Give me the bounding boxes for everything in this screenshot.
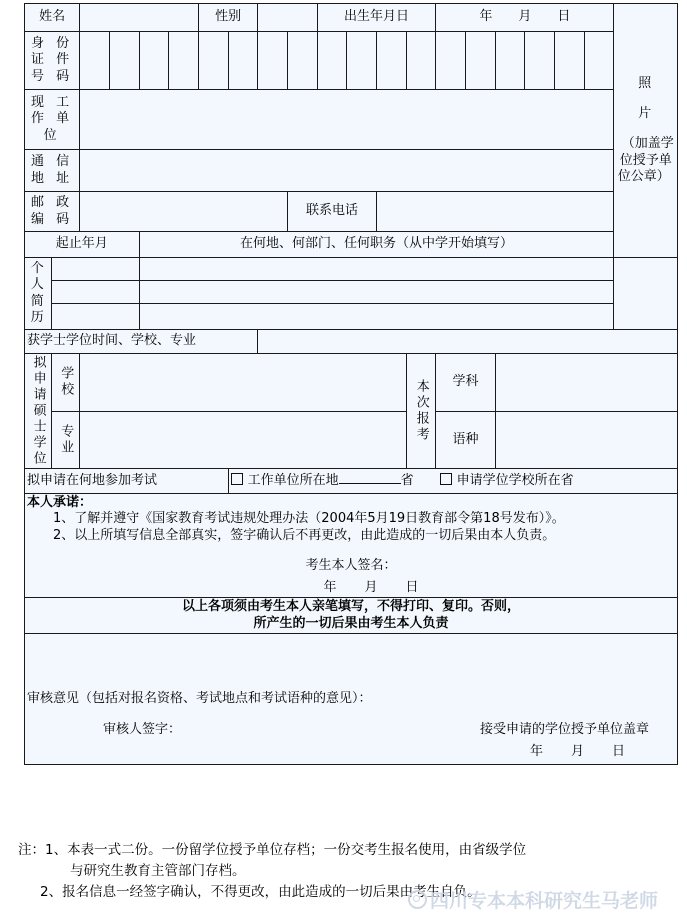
id-digit-cell[interactable] bbox=[495, 32, 525, 90]
option-degree-school-province-label: 申请学位学校所在省 bbox=[456, 473, 574, 489]
input-major[interactable] bbox=[80, 411, 406, 469]
note-1-line-1: 本表一式二份。一份留学位授予单位存档；一份交考生报名使用，由省级学位 bbox=[67, 842, 527, 858]
label-work-unit bbox=[25, 90, 80, 150]
input-resume-detail[interactable] bbox=[139, 304, 614, 330]
label-discipline: 学科 bbox=[436, 354, 495, 412]
id-digit-cell[interactable] bbox=[169, 32, 199, 90]
row-exam-location bbox=[25, 469, 678, 494]
resume-col1-header: 起止年月 bbox=[25, 232, 140, 258]
id-digit-cell[interactable] bbox=[287, 32, 317, 90]
label-school bbox=[51, 354, 80, 412]
input-exam-language[interactable] bbox=[495, 411, 677, 469]
input-resume-period[interactable] bbox=[51, 281, 139, 304]
review-signature-row bbox=[25, 722, 677, 738]
label-mailing-address bbox=[25, 150, 80, 192]
id-digit-cell[interactable] bbox=[584, 32, 614, 90]
input-gender[interactable] bbox=[258, 4, 317, 32]
province-input-line[interactable] bbox=[339, 483, 401, 484]
promise-day-unit: 日 bbox=[405, 580, 419, 595]
label-work-unit-line-2: 作 单 bbox=[31, 111, 74, 127]
label-apply-master-degree bbox=[25, 354, 52, 469]
watermark-text: 四川专本本科研究生马老师 bbox=[430, 890, 659, 912]
id-digit-cell[interactable] bbox=[139, 32, 169, 90]
warning-line-1: 以上各项须由考生本人亲笔填写，不得打印、复印。否则， bbox=[181, 599, 520, 615]
option-work-unit-province-label: 工作单位所在地 bbox=[247, 473, 339, 489]
row-mailing-address bbox=[25, 150, 678, 192]
input-resume-detail[interactable] bbox=[139, 258, 614, 281]
birth-day-unit: 日 bbox=[557, 9, 571, 25]
input-resume-period[interactable] bbox=[51, 258, 139, 281]
resume-col2-header: 在何地、何部门、任何职务（从中学开始填写） bbox=[139, 232, 614, 258]
reviewer-signature-label[interactable]: 审核人签字： bbox=[103, 721, 182, 737]
row-warning bbox=[25, 598, 678, 634]
id-digit-cell[interactable] bbox=[317, 32, 347, 90]
weibo-watermark bbox=[408, 886, 658, 913]
id-digit-cell[interactable] bbox=[436, 32, 466, 90]
photo-seal-note: （加盖学位授予单位公章） bbox=[617, 136, 674, 184]
promise-year-unit: 年 bbox=[323, 580, 337, 595]
label-personal-resume bbox=[25, 258, 52, 330]
label-work-unit-line-1: 现 工 bbox=[31, 95, 74, 111]
checkbox-work-unit-province[interactable] bbox=[231, 473, 243, 485]
exam-location-options bbox=[228, 469, 677, 494]
review-block bbox=[25, 633, 678, 764]
label-school-text: 学校 bbox=[58, 366, 74, 399]
note-2-line-1: 报名信息一经签字确认，不得更改，由此造成的一切后果由考生自负。 bbox=[62, 883, 481, 900]
input-resume-detail[interactable] bbox=[139, 281, 614, 304]
review-year-unit: 年 bbox=[529, 743, 543, 759]
review-date-row bbox=[530, 744, 625, 760]
notes-lead: 注： bbox=[18, 842, 45, 858]
input-resume-period[interactable] bbox=[51, 304, 139, 330]
row-id-number bbox=[25, 32, 678, 90]
photo-box[interactable] bbox=[614, 4, 678, 258]
label-postcode bbox=[25, 192, 80, 232]
row-work-unit bbox=[25, 90, 678, 150]
candidate-signature-label[interactable]: 考生本人签名： bbox=[305, 557, 397, 573]
birth-year-unit: 年 bbox=[479, 9, 493, 25]
id-digit-cell[interactable] bbox=[258, 32, 288, 90]
unit-seal-label: 接受申请的学位授予单位盖章 bbox=[479, 721, 649, 737]
id-digit-cell[interactable] bbox=[347, 32, 377, 90]
promise-heading: 本人承诺： bbox=[27, 495, 93, 510]
label-id-line-2: 证 件 bbox=[31, 52, 74, 68]
review-title: 审核意见（包括对报名资格、考试地点和考试语种的意见）： bbox=[27, 690, 372, 706]
note-1-number: 1、 bbox=[45, 842, 68, 858]
label-id-number bbox=[25, 32, 80, 90]
label-postcode-line-2: 编 码 bbox=[31, 211, 74, 227]
row-postcode-phone bbox=[25, 192, 678, 232]
id-digit-cell[interactable] bbox=[525, 32, 555, 90]
input-mailing-address[interactable] bbox=[80, 150, 614, 192]
row-resume-3 bbox=[25, 304, 678, 330]
review-month-unit: 月 bbox=[570, 743, 584, 759]
photo-label-char-1: 照 bbox=[638, 75, 654, 91]
option-work-unit-province-suffix: 省 bbox=[400, 473, 414, 489]
input-phone[interactable] bbox=[376, 192, 613, 232]
row-resume-1 bbox=[25, 258, 678, 281]
id-digit-cell[interactable] bbox=[406, 32, 436, 90]
review-day-unit: 日 bbox=[611, 743, 625, 759]
checkbox-degree-school-province[interactable] bbox=[440, 473, 452, 485]
id-digit-cell[interactable] bbox=[80, 32, 110, 90]
input-bachelor-degree[interactable] bbox=[258, 330, 678, 354]
row-resume-header bbox=[25, 232, 678, 258]
label-this-application-text: 本次报考 bbox=[413, 379, 429, 443]
promise-item-2: 2、以上所填写信息全部真实，签字确认后不再更改，由此造成的一切后果由本人负责。 bbox=[53, 527, 556, 543]
promise-month-unit: 月 bbox=[364, 580, 378, 595]
label-exam-language: 语种 bbox=[436, 411, 495, 469]
row-resume-2 bbox=[25, 281, 678, 304]
birth-month-unit: 月 bbox=[518, 9, 532, 25]
warning-line-2: 所产生的一切后果由考生本人负责 bbox=[253, 615, 449, 631]
id-digit-cell[interactable] bbox=[466, 32, 496, 90]
label-birth-date: 出生年月日 bbox=[317, 4, 436, 32]
label-bachelor-degree: 获学士学位时间、学校、专业 bbox=[25, 330, 258, 354]
row-review bbox=[25, 633, 678, 764]
input-name[interactable] bbox=[80, 4, 199, 32]
id-digit-cell[interactable] bbox=[109, 32, 139, 90]
label-address-line-1: 通 信 bbox=[31, 154, 74, 170]
label-major bbox=[51, 411, 80, 469]
label-exam-location: 拟申请在何地参加考试 bbox=[25, 469, 229, 494]
row-bachelor-degree bbox=[25, 330, 678, 354]
warning-block bbox=[25, 598, 678, 634]
note-1-line-2: 与研究生教育主管部门存档。 bbox=[70, 862, 246, 879]
row-apply-school bbox=[25, 354, 678, 412]
input-postcode[interactable] bbox=[80, 192, 288, 232]
id-digit-cell[interactable] bbox=[198, 32, 228, 90]
label-id-line-1: 身 份 bbox=[31, 36, 74, 52]
weibo-logo-icon bbox=[408, 890, 427, 909]
row-name-gender-birth bbox=[25, 4, 678, 32]
label-resume-line-1: 个人 bbox=[30, 261, 45, 293]
candidate-signature-date bbox=[27, 580, 675, 596]
label-name: 姓名 bbox=[25, 4, 80, 32]
label-gender: 性别 bbox=[198, 4, 257, 32]
label-major-text: 专业 bbox=[58, 423, 74, 456]
label-apply-master-text: 拟申请硕士学位 bbox=[30, 355, 46, 467]
id-digit-cell[interactable] bbox=[228, 32, 258, 90]
input-school[interactable] bbox=[80, 354, 406, 412]
label-resume-line-2: 简历 bbox=[30, 293, 45, 325]
row-promise bbox=[25, 494, 678, 598]
label-postcode-line-1: 邮 政 bbox=[31, 195, 74, 211]
resume-right-filler bbox=[614, 258, 678, 330]
promise-item-1: 1、了解并遵守《国家教育考试违规处理办法（2004年5月19日教育部令第18号发布）》。 bbox=[53, 511, 565, 527]
row-apply-major bbox=[25, 411, 678, 469]
label-this-application bbox=[406, 354, 436, 469]
note-2-number: 2、 bbox=[40, 883, 63, 900]
label-phone: 联系电话 bbox=[287, 192, 376, 232]
note-item-1 bbox=[18, 840, 678, 861]
input-birth-date[interactable] bbox=[436, 4, 614, 32]
application-form-table bbox=[24, 3, 678, 765]
label-id-line-3: 号 码 bbox=[31, 68, 74, 84]
label-work-unit-line-3: 位 bbox=[43, 127, 61, 143]
input-discipline[interactable] bbox=[495, 354, 677, 412]
candidate-signature-row bbox=[27, 558, 675, 574]
id-digit-cell[interactable] bbox=[376, 32, 406, 90]
promise-block bbox=[25, 494, 678, 598]
label-address-line-2: 地 址 bbox=[31, 170, 74, 186]
id-digit-cell[interactable] bbox=[555, 32, 585, 90]
photo-label-char-2: 片 bbox=[638, 106, 654, 122]
input-work-unit[interactable] bbox=[80, 90, 614, 150]
